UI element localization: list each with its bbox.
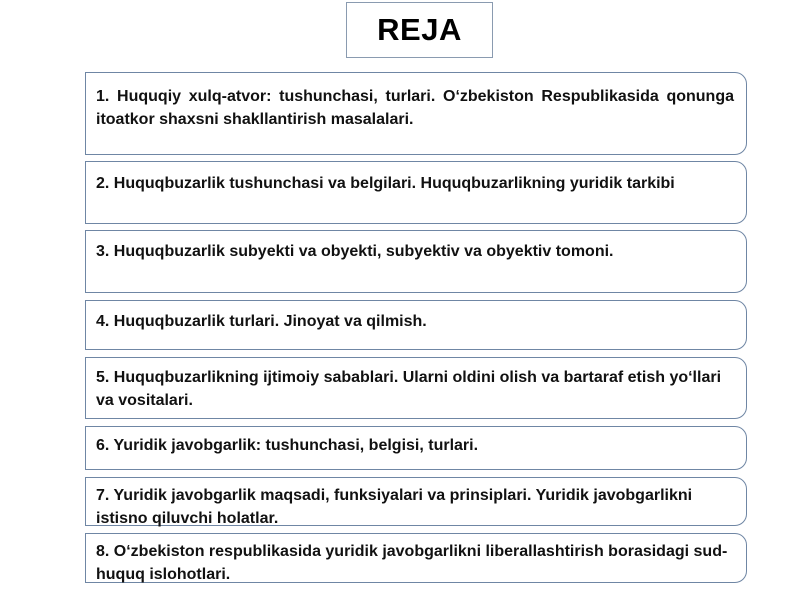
plan-item-5-text: 5. Huquqbuzarlikning ijtimoiy sabablari. Ularni oldini olish va bartaraf etish yo‘llari va vositalari. xyxy=(96,369,722,409)
plan-item-6-text: 6. Yuridik javobgarlik: tushunchasi, belgisi, turlari. xyxy=(96,437,479,454)
plan-item-2-text: 2. Huquqbuzarlik tushunchasi va belgilari. Huquqbuzarlikning yuridik tarkibi xyxy=(96,175,675,192)
plan-item-8 xyxy=(85,533,747,583)
plan-item-6 xyxy=(85,426,747,470)
plan-item-3 xyxy=(85,230,747,293)
plan-item-1-text: 1. Huquqiy xulq-atvor: tushunchasi, turlari. O‘zbekiston Respublikasida qonunga itoatkor shaxsni shakllantirish masalalari. xyxy=(96,88,734,128)
plan-item-3-text: 3. Huquqbuzarlik subyekti va obyekti, subyektiv va obyektiv tomoni. xyxy=(96,243,614,260)
plan-item-7-text: 7. Yuridik javobgarlik maqsadi, funksiyalari va prinsiplari. Yuridik javobgarlikni istisno qiluvchi holatlar. xyxy=(96,487,693,527)
plan-item-2 xyxy=(85,161,747,224)
page-title: REJA xyxy=(377,12,462,47)
plan-item-8-text: 8. O‘zbekiston respublikasida yuridik javobgarlikni liberallashtirish borasidagi sud-huquq islohotlari. xyxy=(96,543,728,583)
title-box xyxy=(346,2,493,58)
plan-item-7 xyxy=(85,477,747,526)
plan-item-4-text: 4. Huquqbuzarlik turlari. Jinoyat va qilmish. xyxy=(96,313,427,330)
plan-item-5 xyxy=(85,357,747,419)
plan-item-1 xyxy=(85,72,747,155)
plan-item-4 xyxy=(85,300,747,350)
